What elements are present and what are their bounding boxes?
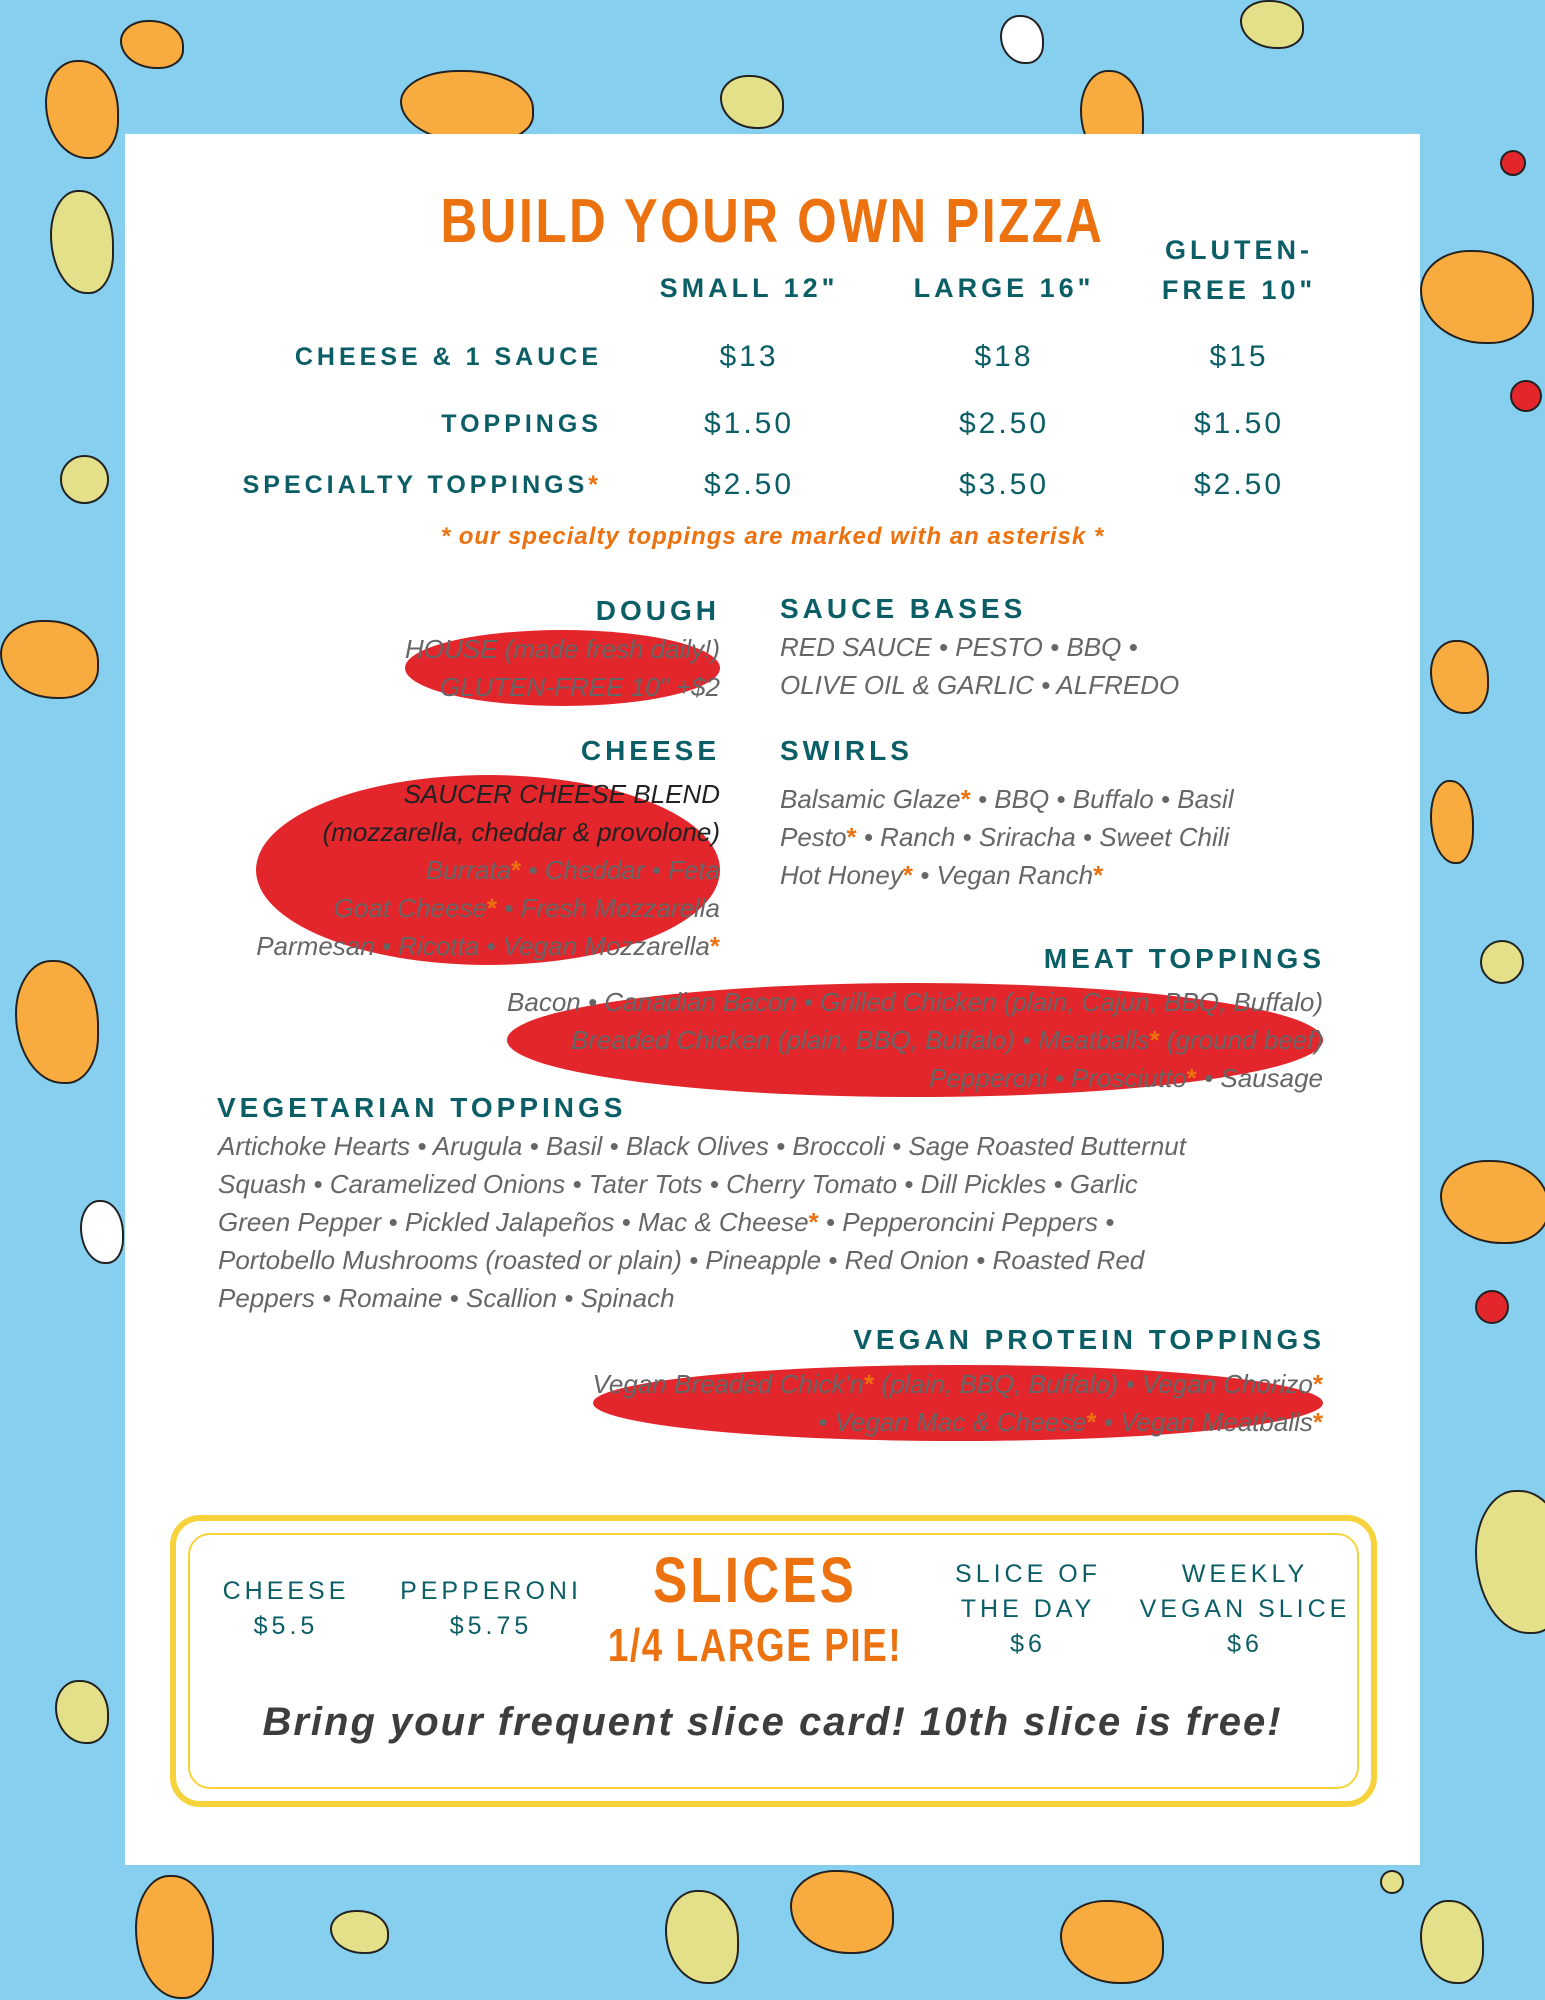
vegetarian-toppings-heading: VEGETARIAN TOPPINGS xyxy=(217,1092,627,1123)
vegan-protein-heading: VEGAN PROTEIN TOPPINGS xyxy=(853,1324,1325,1355)
slices-subtitle: 1/4 LARGE PIE! xyxy=(607,1619,903,1671)
cheese-list xyxy=(256,775,720,965)
weekly-vegan-slice-name2: VEGAN SLICE xyxy=(1139,1595,1351,1623)
list-line: Pesto* • Ranch • Sriracha • Sweet Chili xyxy=(780,822,1230,852)
list-line: Artichoke Hearts • Arugula • Basil • Black Olives • Broccoli • Sage Roasted Butternut xyxy=(218,1131,1186,1161)
specialty-asterisk: * xyxy=(1093,860,1104,890)
list-line: Goat Cheese* • Fresh Mozzarella xyxy=(333,893,720,923)
list-line: Peppers • Romaine • Scallion • Spinach xyxy=(218,1283,675,1313)
price-cell: $3.50 xyxy=(958,468,1050,501)
price-cell: $13 xyxy=(719,340,779,373)
list-line: (mozzarella, cheddar & provolone) xyxy=(322,817,720,847)
column-header-gluten-free-line2: FREE 10" xyxy=(1161,275,1317,305)
weekly-vegan-slice-name1: WEEKLY xyxy=(1181,1560,1309,1588)
price-cell: $1.50 xyxy=(1193,407,1285,440)
slice-cheese-name: CHEESE xyxy=(222,1577,350,1605)
list-line: Squash • Caramelized Onions • Tater Tots • Cherry Tomato • Dill Pickles • Garlic xyxy=(218,1169,1138,1199)
meat-toppings-list xyxy=(507,983,1323,1097)
column-header-large: LARGE 16" xyxy=(913,273,1095,303)
swirls-list xyxy=(780,780,1234,894)
list-line: OLIVE OIL & GARLIC • ALFREDO xyxy=(780,670,1180,700)
price-cell: $2.50 xyxy=(703,468,795,501)
slice-of-the-day-name2: THE DAY xyxy=(960,1595,1096,1623)
vegetarian-toppings-list xyxy=(218,1127,1186,1317)
column-header-gluten-free-line1: GLUTEN- xyxy=(1165,235,1313,265)
list-line: Pepperoni • Prosciutto* • Sausage xyxy=(928,1063,1323,1093)
vegan-protein-list xyxy=(593,1365,1323,1441)
slice-of-the-day-price: $6 xyxy=(1010,1630,1046,1658)
list-line: RED SAUCE • PESTO • BBQ • xyxy=(780,632,1138,662)
list-line: Hot Honey* • Vegan Ranch* xyxy=(780,860,1104,890)
price-row-label: CHEESE & 1 SAUCE xyxy=(294,343,602,371)
slice-pepperoni xyxy=(371,1574,611,1644)
list-line: Burrata* • Cheddar • Feta xyxy=(425,855,720,885)
slice-of-the-day xyxy=(908,1557,1148,1662)
list-line: Balsamic Glaze* • BBQ • Buffalo • Basil xyxy=(780,784,1234,814)
dough-list xyxy=(405,630,720,706)
column-header-gluten-free xyxy=(1109,230,1369,310)
specialty-asterisk: * xyxy=(863,1369,875,1399)
specialty-asterisk: * xyxy=(486,893,498,923)
slices-title: SLICES xyxy=(652,1544,858,1616)
specialty-asterisk: * xyxy=(1149,1025,1160,1055)
specialty-asterisk: * xyxy=(1312,1407,1323,1437)
sauce-bases-heading: SAUCE BASES xyxy=(780,593,1027,624)
price-cell: $1.50 xyxy=(703,407,795,440)
slice-of-the-day-name1: SLICE OF xyxy=(955,1560,1101,1588)
list-line: Green Pepper • Pickled Jalapeños • Mac & Cheese* • Pepperoncini Peppers • xyxy=(218,1207,1115,1237)
list-line: • Vegan Mac & Cheese* • Vegan Meatballs* xyxy=(818,1407,1323,1437)
specialty-asterisk: * xyxy=(511,855,522,885)
swirls-heading: SWIRLS xyxy=(780,735,913,766)
specialty-asterisk: * xyxy=(709,931,720,961)
list-line: Portobello Mushrooms (roasted or plain) • Pineapple • Red Onion • Roasted Red xyxy=(218,1245,1145,1275)
specialty-asterisk: * xyxy=(960,784,971,814)
slice-cheese xyxy=(166,1574,406,1644)
column-header-small: SMALL 12" xyxy=(659,273,839,303)
price-row-label: TOPPINGS xyxy=(441,410,602,438)
weekly-vegan-slice-price: $6 xyxy=(1227,1630,1263,1658)
specialty-asterisk: * xyxy=(846,822,857,852)
specialty-note: * our specialty toppings are marked with an asterisk * xyxy=(440,523,1105,550)
list-line: Breaded Chicken (plain, BBQ, Buffalo) • Meatballs* (ground beef) xyxy=(571,1025,1323,1055)
slice-pepperoni-price: $5.75 xyxy=(449,1612,533,1640)
cheese-heading: CHEESE xyxy=(580,735,720,766)
specialty-asterisk: * xyxy=(1086,1407,1097,1437)
price-cell: $2.50 xyxy=(1193,468,1285,501)
price-row-label: SPECIALTY TOPPINGS* xyxy=(242,471,602,499)
list-line: SAUCER CHEESE BLEND xyxy=(403,779,720,809)
specialty-asterisk: * xyxy=(808,1207,819,1237)
specialty-asterisk: * xyxy=(902,860,913,890)
frequent-slice-promo: Bring your frequent slice card! 10th slice is free! xyxy=(262,1700,1283,1744)
list-line: Vegan Breaded Chick'n* (plain, BBQ, Buffalo) • Vegan Chorizo* xyxy=(592,1369,1323,1399)
price-cell: $2.50 xyxy=(958,407,1050,440)
list-line: GLUTEN-FREE 10" +$2 xyxy=(439,672,720,702)
slice-pepperoni-name: PEPPERONI xyxy=(400,1577,582,1605)
specialty-asterisk: * xyxy=(1312,1369,1323,1399)
meat-toppings-heading: MEAT TOPPINGS xyxy=(1043,943,1325,974)
list-line: Parmesan • Ricotta • Vegan Mozzarella* xyxy=(256,931,720,961)
slice-cheese-price: $5.5 xyxy=(253,1612,319,1640)
weekly-vegan-slice xyxy=(1125,1557,1365,1662)
list-line: HOUSE (made fresh daily!) xyxy=(405,634,720,664)
price-cell: $18 xyxy=(974,340,1034,373)
page-title: BUILD YOUR OWN PIZZA xyxy=(440,187,1105,256)
list-line: Bacon • Canadian Bacon • Grilled Chicken (plain, Cajun, BBQ, Buffalo) xyxy=(507,987,1323,1017)
price-cell: $15 xyxy=(1209,340,1269,373)
specialty-asterisk: * xyxy=(588,471,602,499)
sauce-bases-list xyxy=(780,628,1179,704)
dough-heading: DOUGH xyxy=(595,595,720,626)
specialty-asterisk: * xyxy=(1186,1063,1197,1093)
